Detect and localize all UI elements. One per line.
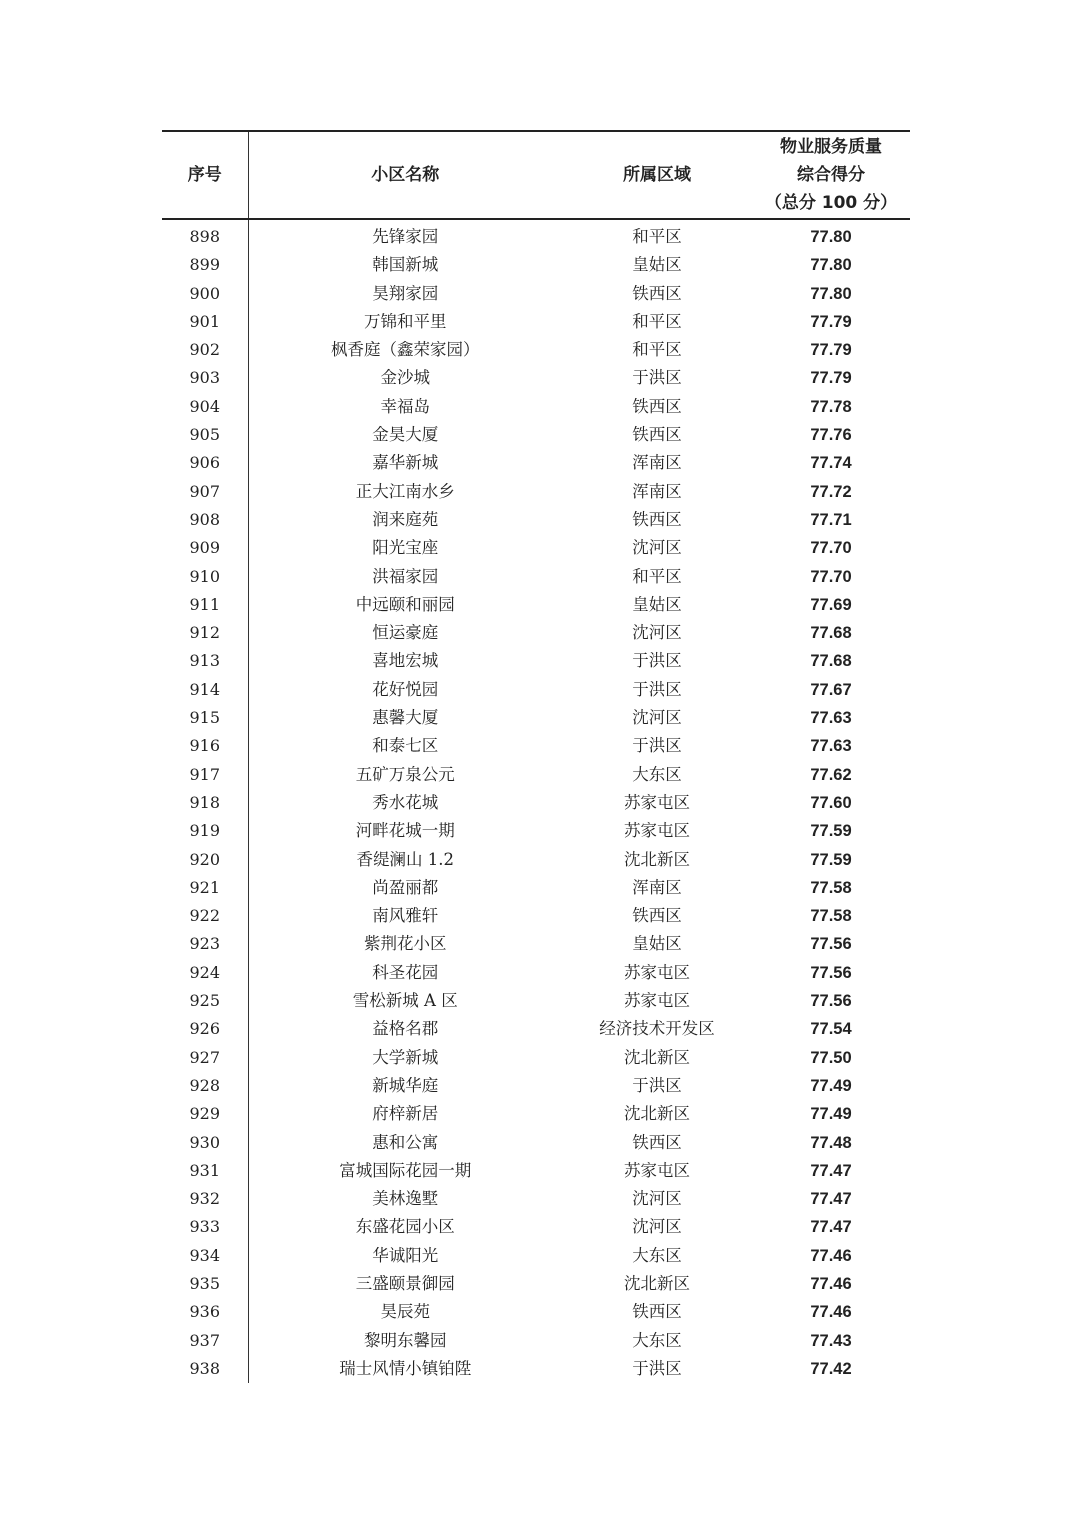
row-score: 77.54 [810,1020,852,1039]
row-community-name: 香缇澜山 1.2 [356,849,454,869]
row-index: 907 [162,478,248,506]
row-community-name: 润来庭苑 [372,509,439,529]
row-index: 914 [162,676,248,704]
header-name: 小区名称 [248,131,562,219]
row-score: 77.70 [810,539,852,558]
row-index: 903 [162,364,248,392]
row-index: 912 [162,619,248,647]
row-community-name: 先锋家园 [372,227,439,246]
table-row [162,902,910,930]
row-district: 铁西区 [632,1302,682,1322]
row-district: 苏家屯区 [624,1160,690,1180]
row-index: 910 [162,563,248,591]
row-community-name: 河畔花城一期 [355,821,455,841]
row-community-name: 韩国新城 [372,255,439,275]
table-row [162,846,910,874]
row-community-name: 美林逸墅 [372,1189,439,1209]
row-score: 77.56 [810,935,852,954]
row-district: 浑南区 [632,481,682,501]
row-index: 921 [162,874,248,902]
row-score: 77.76 [810,426,852,445]
row-district: 和平区 [632,311,682,331]
row-score: 77.62 [810,765,852,784]
row-index: 922 [162,902,248,930]
table-row [162,563,910,591]
row-district: 于洪区 [632,679,682,699]
row-community-name: 黎明东馨园 [364,1330,447,1350]
table-row [162,393,910,421]
row-community-name: 金昊大厦 [372,425,439,445]
row-district: 铁西区 [632,906,682,926]
row-score: 77.72 [810,482,852,501]
row-score: 77.42 [810,1359,852,1378]
row-index: 900 [162,280,248,308]
row-district: 沈河区 [632,1217,682,1237]
row-score: 77.68 [810,652,852,671]
row-score: 77.60 [810,793,852,812]
header-index: 序号 [162,131,248,219]
row-index: 902 [162,336,248,364]
row-index: 933 [162,1213,248,1241]
header-score [752,131,910,219]
table-row [162,1242,910,1270]
row-community-name: 枫香庭（鑫荣家园） [331,340,480,360]
row-district: 浑南区 [632,453,682,473]
row-community-name: 三盛颐景御园 [355,1273,455,1293]
row-index: 923 [162,930,248,958]
row-community-name: 万锦和平里 [364,311,447,331]
row-score: 77.79 [810,312,852,331]
header-row [162,131,910,219]
table-row [162,987,910,1015]
row-index: 924 [162,959,248,987]
header-score-line2: 综合得分 [797,165,865,185]
row-community-name: 阳光宝座 [372,538,439,558]
table-header [162,131,910,219]
table-row [162,1270,910,1298]
row-district: 于洪区 [632,736,682,756]
row-score: 77.74 [810,454,852,473]
row-community-name: 惠馨大厦 [372,708,439,728]
row-score: 77.43 [810,1331,852,1350]
table-row [162,732,910,760]
table-row [162,704,910,732]
row-district: 皇姑区 [632,934,682,954]
table-row [162,251,910,279]
row-community-name: 华诚阳光 [372,1245,439,1265]
row-index: 930 [162,1129,248,1157]
row-community-name: 秀水花城 [372,792,439,812]
row-score: 77.63 [810,709,852,728]
row-community-name: 府梓新居 [372,1104,439,1124]
table-row [162,308,910,336]
table-row [162,874,910,902]
row-index: 932 [162,1185,248,1213]
row-score: 77.50 [810,1048,852,1067]
row-community-name: 尚盈丽都 [372,877,439,897]
row-index: 898 [162,219,248,251]
row-score: 77.80 [810,284,852,303]
ranking-table [162,130,910,1383]
table-row [162,449,910,477]
row-index: 938 [162,1355,248,1383]
row-community-name: 东盛花园小区 [355,1217,455,1237]
table-row [162,761,910,789]
row-index: 925 [162,987,248,1015]
table-row [162,959,910,987]
row-score: 77.47 [810,1161,852,1180]
row-index: 911 [162,591,248,619]
table-row [162,1355,910,1383]
row-score: 77.46 [810,1303,852,1322]
row-index: 929 [162,1100,248,1128]
row-community-name: 益格名郡 [372,1019,439,1039]
table-row [162,1185,910,1213]
header-district: 所属区域 [562,131,752,219]
table-row [162,1100,910,1128]
table-row [162,1298,910,1326]
row-score: 77.71 [810,510,852,529]
table-body [162,219,910,1383]
row-community-name: 金沙城 [380,368,430,388]
row-score: 77.67 [810,680,852,699]
row-district: 于洪区 [632,1358,682,1378]
row-score: 77.80 [810,228,852,246]
table-row [162,421,910,449]
row-district: 于洪区 [632,1075,682,1095]
table-row [162,817,910,845]
table-row [162,1213,910,1241]
row-score: 77.48 [810,1133,852,1152]
row-index: 906 [162,449,248,477]
row-community-name: 瑞士风情小镇铂陞 [339,1358,472,1378]
row-score: 77.80 [810,256,852,275]
row-district: 苏家屯区 [624,792,690,812]
row-index: 915 [162,704,248,732]
row-community-name: 和泰七区 [372,736,439,756]
row-community-name: 惠和公寓 [372,1132,439,1152]
row-district: 沈北新区 [624,1047,690,1067]
row-community-name: 雪松新城 A 区 [352,991,458,1011]
row-community-name: 南风雅轩 [372,906,439,926]
table-row [162,1072,910,1100]
row-index: 928 [162,1072,248,1100]
row-district: 浑南区 [632,877,682,897]
row-district: 大东区 [632,1245,682,1265]
row-score: 77.58 [810,878,852,897]
row-score: 77.59 [810,850,852,869]
row-index: 908 [162,506,248,534]
row-score: 77.79 [810,341,852,360]
row-score: 77.56 [810,992,852,1011]
row-index: 937 [162,1327,248,1355]
row-community-name: 大学新城 [372,1047,439,1067]
row-district: 大东区 [632,1330,682,1350]
table-row [162,1327,910,1355]
row-community-name: 富城国际花园一期 [339,1160,472,1180]
row-community-name: 紫荆花小区 [364,934,447,954]
row-score: 77.49 [810,1105,852,1124]
row-community-name: 嘉华新城 [372,453,439,473]
row-index: 927 [162,1044,248,1072]
row-community-name: 正大江南水乡 [355,481,455,501]
row-community-name: 花好悦园 [372,679,439,699]
table-row [162,364,910,392]
row-index: 905 [162,421,248,449]
table-row [162,1015,910,1043]
table-row [162,1129,910,1157]
row-index: 918 [162,789,248,817]
row-district: 铁西区 [632,509,682,529]
row-district: 沈北新区 [624,1273,690,1293]
row-score: 77.78 [810,397,852,416]
header-score-line3: （总分 100 分） [764,193,898,213]
table-row [162,930,910,958]
row-score: 77.49 [810,1076,852,1095]
row-district: 沈河区 [632,623,682,643]
row-community-name: 科圣花园 [372,962,439,982]
row-index: 919 [162,817,248,845]
row-community-name: 五矿万泉公元 [355,764,455,784]
row-score: 77.56 [810,963,852,982]
row-district: 皇姑区 [632,255,682,275]
table-row [162,534,910,562]
row-score: 77.46 [810,1246,852,1265]
row-community-name: 喜地宏城 [372,651,439,671]
row-index: 899 [162,251,248,279]
row-index: 931 [162,1157,248,1185]
row-district: 和平区 [632,340,682,360]
table-row [162,1044,910,1072]
row-index: 920 [162,846,248,874]
row-district: 铁西区 [632,283,682,303]
row-score: 77.63 [810,737,852,756]
table-row [162,506,910,534]
row-score: 77.79 [810,369,852,388]
table-row [162,789,910,817]
row-district: 于洪区 [632,651,682,671]
row-score: 77.69 [810,595,852,614]
row-district: 铁西区 [632,396,682,416]
row-community-name: 中远颐和丽园 [355,594,455,614]
row-district: 沈北新区 [624,849,690,869]
row-index: 916 [162,732,248,760]
row-index: 913 [162,647,248,675]
header-score-line1: 物业服务质量 [780,137,882,157]
row-community-name: 昊辰苑 [380,1302,430,1322]
row-district: 沈河区 [632,708,682,728]
row-district: 和平区 [632,566,682,586]
row-index: 909 [162,534,248,562]
row-community-name: 恒运豪庭 [372,623,439,643]
row-index: 901 [162,308,248,336]
row-index: 935 [162,1270,248,1298]
table-row [162,647,910,675]
row-district: 于洪区 [632,368,682,388]
row-district: 苏家屯区 [624,962,690,982]
row-district: 大东区 [632,764,682,784]
row-district: 皇姑区 [632,594,682,614]
row-district: 苏家屯区 [624,991,690,1011]
row-district: 铁西区 [632,425,682,445]
row-score: 77.59 [810,822,852,841]
row-district: 经济技术开发区 [599,1019,715,1039]
row-district: 沈河区 [632,1189,682,1209]
row-community-name: 昊翔家园 [372,283,439,303]
row-index: 926 [162,1015,248,1043]
row-index: 934 [162,1242,248,1270]
table-row [162,478,910,506]
row-score: 77.68 [810,624,852,643]
table-row [162,676,910,704]
row-score: 77.58 [810,907,852,926]
row-district: 苏家屯区 [624,821,690,841]
row-community-name: 幸福岛 [380,396,430,416]
table-row [162,219,910,251]
table-row [162,280,910,308]
table-row [162,336,910,364]
row-community-name: 新城华庭 [372,1075,439,1095]
row-district: 沈河区 [632,538,682,558]
row-score: 77.70 [810,567,852,586]
table-row [162,1157,910,1185]
row-district: 铁西区 [632,1132,682,1152]
row-score: 77.47 [810,1190,852,1209]
row-index: 917 [162,761,248,789]
table-row [162,591,910,619]
row-index: 904 [162,393,248,421]
row-district: 和平区 [632,227,682,246]
row-index: 936 [162,1298,248,1326]
table-row [162,619,910,647]
row-community-name: 洪福家园 [372,566,439,586]
row-score: 77.46 [810,1274,852,1293]
row-district: 沈北新区 [624,1104,690,1124]
row-score: 77.47 [810,1218,852,1237]
